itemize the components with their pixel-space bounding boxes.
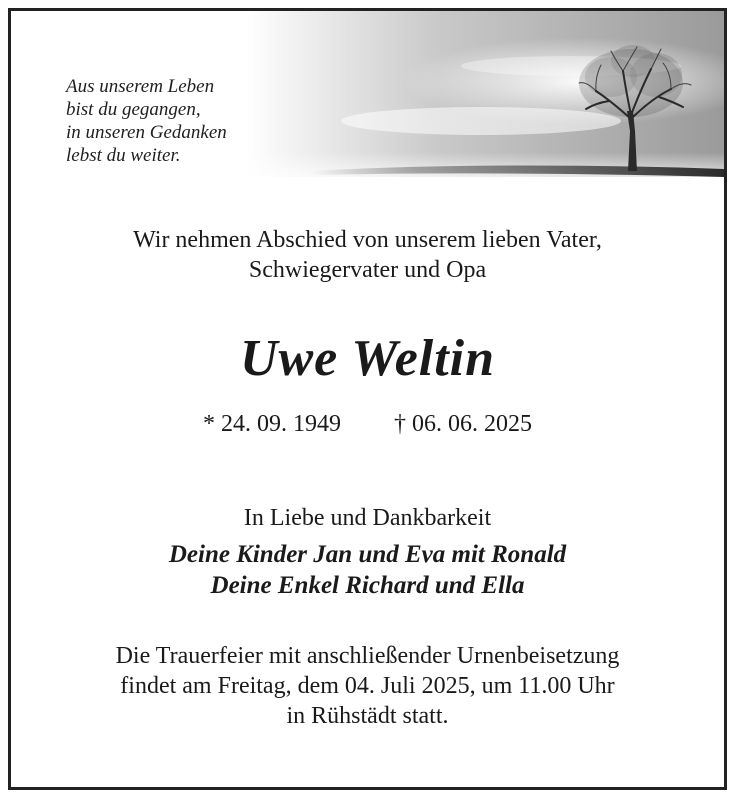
funeral-service-info xyxy=(11,641,724,731)
dedication: In Liebe und Dankbarkeit xyxy=(243,505,492,531)
mourner-line: Deine Enkel Richard und Ella xyxy=(210,572,525,599)
life-dates xyxy=(11,409,724,439)
poem-line: Aus unserem Leben xyxy=(66,76,215,97)
farewell-intro xyxy=(11,225,724,285)
service-line: findet am Freitag, dem 04. Juli 2025, um 11.00 Uhr xyxy=(120,673,615,699)
poem-line: lebst du weiter. xyxy=(66,145,181,166)
poem-line: bist du gegangen, xyxy=(66,99,201,120)
mourners-list xyxy=(11,539,724,601)
obituary-notice xyxy=(8,8,727,790)
intro-line: Wir nehmen Abschied von unserem lieben Vater, xyxy=(133,227,602,253)
service-line: in Rühstädt statt. xyxy=(286,703,449,729)
memorial-poem xyxy=(66,75,227,167)
deceased-name: Uwe Weltin xyxy=(239,330,496,387)
death-date: † 06. 06. 2025 xyxy=(394,411,532,437)
service-line: Die Trauerfeier mit anschließender Urnenbeisetzung xyxy=(115,643,620,669)
poem-line: in unseren Gedanken xyxy=(66,122,227,143)
mourner-line: Deine Kinder Jan und Eva mit Ronald xyxy=(168,541,567,568)
birth-date: * 24. 09. 1949 xyxy=(203,411,341,437)
intro-line: Schwiegervater und Opa xyxy=(248,257,487,283)
